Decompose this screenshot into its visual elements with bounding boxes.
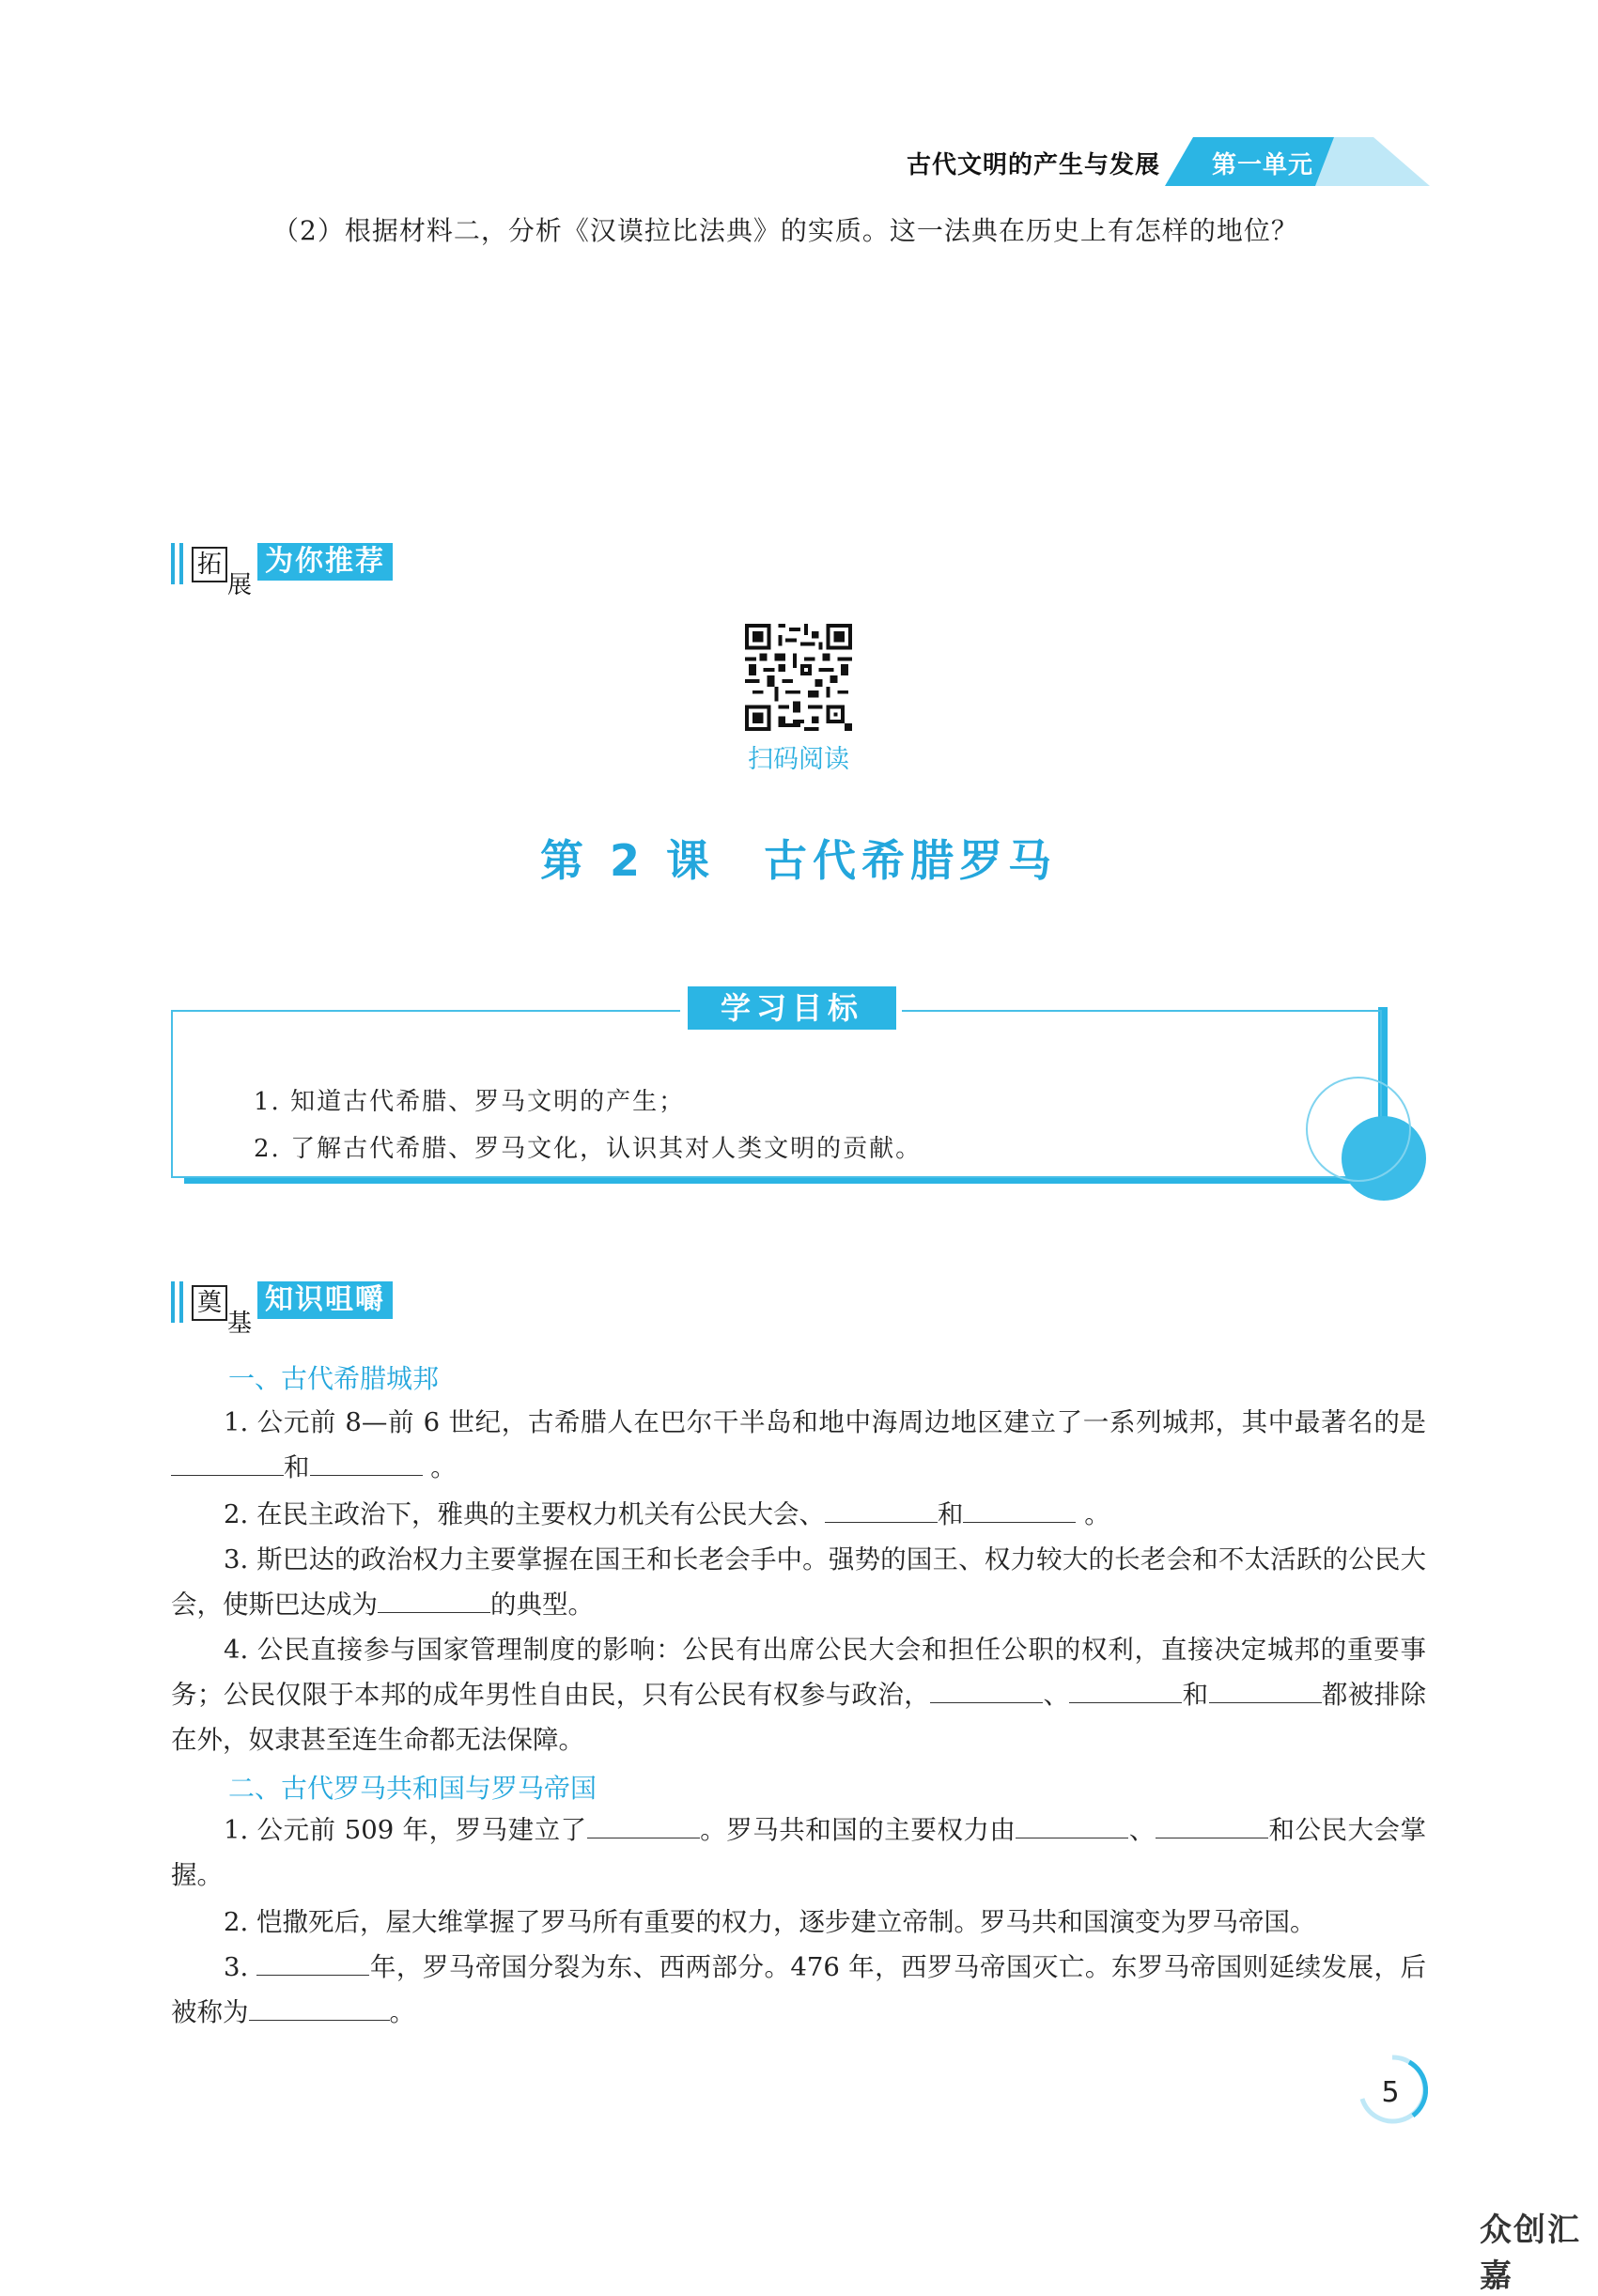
section-2-item-2: 2. 恺撒死后，屋大维掌握了罗马所有重要的权力，逐步建立帝制。罗马共和国演变为罗马帝国。	[224, 1907, 1316, 1937]
fill-blank[interactable]	[963, 1494, 1076, 1523]
unit-title: 古代文明的产生与发展	[907, 151, 1161, 179]
fill-blank[interactable]	[825, 1494, 938, 1523]
section-2-item-1: 1. 公元前 509 年，罗马建立了 。罗马共和国的主要权力由 、 和公民大会掌握。	[171, 1807, 1426, 1898]
goal-item: 2. 了解古代希腊、罗马文化，认识其对人类文明的贡献。	[254, 1135, 923, 1163]
goals-title: 学习目标	[688, 986, 896, 1030]
recommend-sub-char: 展	[227, 571, 253, 599]
goals-decor-ring-icon	[1306, 1077, 1411, 1182]
goal-item: 1. 知道古代希腊、罗马文明的产生；	[254, 1088, 686, 1116]
fill-blank[interactable]	[310, 1447, 423, 1476]
knowledge-section-tag	[171, 1281, 415, 1338]
recommend-label: 为你推荐	[257, 543, 393, 581]
section-1-item-4: 4. 公民直接参与国家管理制度的影响：公民有出席公民大会和担任公职的权利，直接决定城邦的重要事务；公民仅限于本邦的成年男性自由民，只有公民有权参与政治， 、 和 都被排除在外，奴隶甚至连生命都无法保障。	[171, 1635, 1427, 1755]
section-1-item-1: 1. 公元前 8—前 6 世纪，古希腊人在巴尔干半岛和地中海周边地区建立了一系列城邦，其中最著名的是和 。	[171, 1400, 1426, 1490]
lesson-title: 第 2 课 古代希腊罗马	[539, 835, 1058, 886]
fill-blank[interactable]	[378, 1584, 490, 1613]
qr-caption: 扫码阅读	[748, 745, 849, 774]
fill-blank[interactable]	[171, 1447, 284, 1476]
fill-blank[interactable]	[930, 1674, 1043, 1703]
section-1-heading: 一、古代希腊城邦	[228, 1363, 440, 1394]
fill-blank[interactable]	[1209, 1674, 1322, 1703]
page-number: 5	[1381, 2076, 1400, 2109]
section-2-item-3: 3. 年，罗马帝国分裂为东、西两部分。476 年，西罗马帝国灭亡。东罗马帝国则延续发展，后被称为 。	[171, 1945, 1426, 2035]
watermark-logo: 众创汇嘉	[1480, 2211, 1581, 2295]
recommend-section-tag	[171, 543, 415, 599]
section-2-heading: 二、古代罗马共和国与罗马帝国	[228, 1773, 597, 1804]
fill-blank[interactable]	[1069, 1674, 1182, 1703]
section-1-item-3: 3. 斯巴达的政治权力主要掌握在国王和长老会手中。强势的国王、权力较大的长老会和不太活跃的公民大会，使斯巴达成为 的典型。	[171, 1544, 1426, 1620]
question-2: （2）根据材料二，分析《汉谟拉比法典》的实质。这一法典在历史上有怎样的地位？	[272, 215, 1298, 246]
knowledge-sub-char: 基	[227, 1310, 253, 1338]
section-bars-icon	[171, 543, 184, 584]
knowledge-label: 知识咀嚼	[257, 1281, 393, 1319]
section-1-item-2: 2. 在民主政治下，雅典的主要权力机关有公民大会、 和 。	[171, 1492, 1426, 1537]
knowledge-box-char: 奠	[192, 1285, 227, 1321]
fill-blank[interactable]	[249, 1992, 390, 2021]
fill-blank[interactable]	[1156, 1809, 1268, 1838]
fill-blank[interactable]	[256, 1947, 369, 1976]
fill-blank[interactable]	[1016, 1809, 1128, 1838]
recommend-box-char: 拓	[192, 547, 227, 582]
qr-code-icon[interactable]	[745, 624, 852, 731]
section-bars-icon	[171, 1281, 184, 1323]
fill-blank[interactable]	[587, 1809, 700, 1838]
unit-tab: 第一单元	[1212, 151, 1314, 179]
